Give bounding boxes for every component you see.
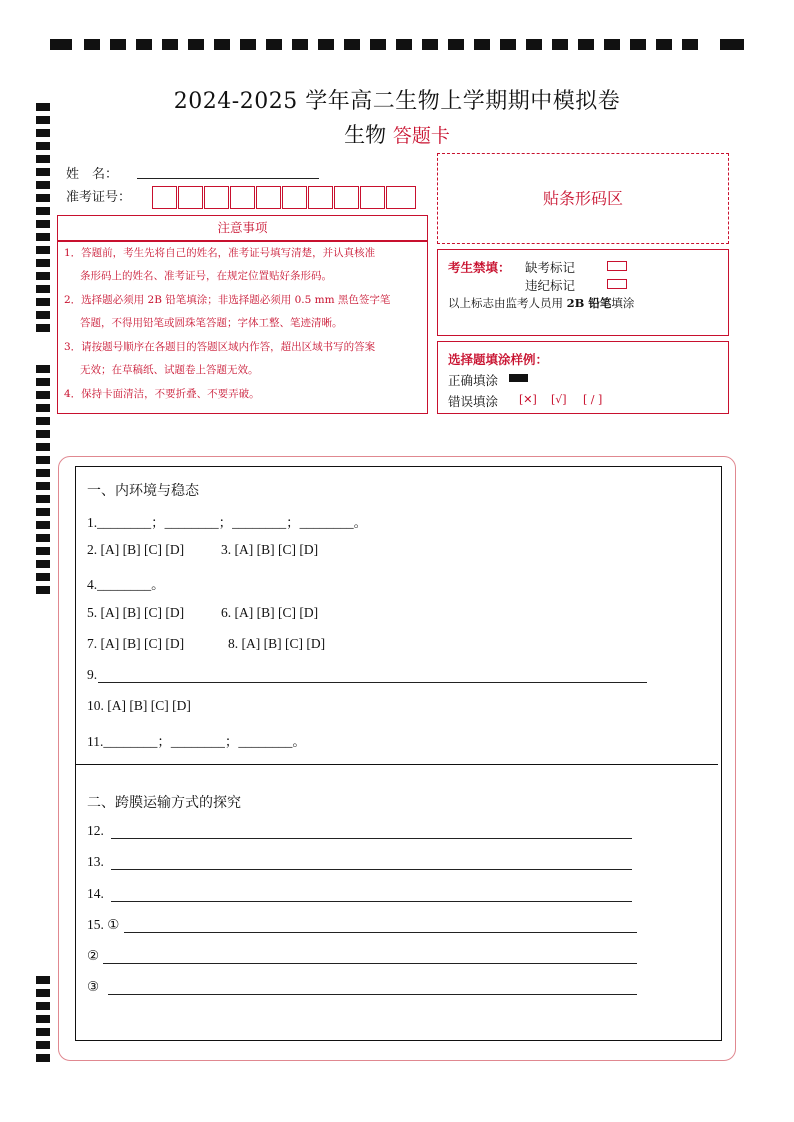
- fill-example-box: [437, 341, 729, 414]
- question-5-options[interactable]: 5. [A] [B] [C] [D]: [87, 605, 185, 620]
- id-digit-box[interactable]: [152, 186, 177, 209]
- timing-mark: [720, 39, 744, 50]
- forbidden-note-suffix: 填涂: [611, 296, 635, 310]
- card-name-label: 答题卡: [392, 125, 450, 147]
- wrong-mark-2: [√]: [551, 393, 567, 406]
- correct-fill-mark: [509, 374, 528, 382]
- id-digit-box[interactable]: [308, 186, 333, 209]
- name-field[interactable]: [137, 178, 319, 179]
- page-subtitle: [0, 119, 794, 149]
- question-15-part3-label: ③: [87, 979, 100, 994]
- timing-mark: [36, 220, 50, 228]
- question-14-answer-line[interactable]: [111, 901, 632, 902]
- question-13-answer-line[interactable]: [111, 869, 632, 870]
- id-digit-box[interactable]: [178, 186, 203, 209]
- timing-mark: [318, 39, 334, 50]
- timing-mark: [36, 560, 50, 568]
- timing-mark: [36, 324, 50, 332]
- notice-item: 2．选择题必须用 2B 铅笔填涂；非选择题必须用 0.5 mm 黑色签字笔: [64, 294, 391, 306]
- timing-mark: [36, 378, 50, 386]
- timing-mark: [36, 508, 50, 516]
- absent-mark-label: 缺考标记: [525, 260, 576, 275]
- timing-mark: [370, 39, 386, 50]
- forbidden-title: 考生禁填：: [448, 260, 511, 275]
- question-14-label: 14.: [87, 886, 104, 901]
- id-digit-box[interactable]: [230, 186, 255, 209]
- timing-mark: [526, 39, 542, 50]
- timing-mark: [240, 39, 256, 50]
- timing-mark: [36, 168, 50, 176]
- timing-mark: [36, 417, 50, 425]
- timing-mark: [656, 39, 672, 50]
- timing-mark: [36, 1028, 50, 1036]
- id-digit-box[interactable]: [386, 186, 416, 209]
- question-3-options[interactable]: 3. [A] [B] [C] [D]: [221, 542, 319, 557]
- timing-mark: [50, 39, 72, 50]
- section-divider: [75, 764, 718, 765]
- notice-item: 4．保持卡面清洁，不要折叠、不要弄破。: [64, 388, 260, 400]
- timing-mark: [36, 404, 50, 412]
- timing-mark: [36, 547, 50, 555]
- timing-mark: [344, 39, 360, 50]
- notice-header: [57, 215, 428, 241]
- barcode-label: 贴条形码区: [542, 189, 623, 208]
- question-9-answer-line[interactable]: [98, 682, 647, 683]
- question-8-options[interactable]: 8. [A] [B] [C] [D]: [228, 636, 326, 651]
- timing-mark: [604, 39, 620, 50]
- correct-fill-label: 正确填涂: [448, 373, 499, 388]
- violation-mark-box[interactable]: [607, 279, 627, 289]
- timing-mark: [36, 456, 50, 464]
- timing-mark: [36, 1054, 50, 1062]
- timing-mark: [422, 39, 438, 50]
- question-11[interactable]: 11.________；________；________。: [87, 734, 306, 749]
- timing-mark: [136, 39, 152, 50]
- question-6-options[interactable]: 6. [A] [B] [C] [D]: [221, 605, 319, 620]
- timing-mark: [36, 976, 50, 984]
- absent-mark-box[interactable]: [607, 261, 627, 271]
- wrong-fill-label: 错误填涂: [448, 394, 499, 409]
- timing-mark: [266, 39, 282, 50]
- timing-mark: [162, 39, 178, 50]
- id-digit-box[interactable]: [204, 186, 229, 209]
- question-15-answer-line-3[interactable]: [108, 994, 637, 995]
- forbidden-box: [437, 249, 729, 336]
- timing-mark: [630, 39, 646, 50]
- forbidden-note-prefix: 以上标志由监考人员用: [448, 296, 567, 310]
- timing-mark: [36, 298, 50, 306]
- barcode-area: [437, 153, 729, 244]
- question-2-options[interactable]: 2. [A] [B] [C] [D]: [87, 542, 185, 557]
- section1-title: 一、内环境与稳态: [87, 483, 199, 499]
- question-15-part2-label: ②: [87, 948, 100, 963]
- timing-mark: [214, 39, 230, 50]
- timing-mark: [36, 365, 50, 373]
- timing-mark: [578, 39, 594, 50]
- question-10-options[interactable]: 10. [A] [B] [C] [D]: [87, 698, 191, 713]
- example-title: 选择题填涂样例：: [448, 352, 549, 367]
- forbidden-note: [448, 295, 634, 311]
- timing-mark: [36, 259, 50, 267]
- id-digit-box[interactable]: [256, 186, 281, 209]
- question-15-answer-line-1[interactable]: [124, 932, 637, 933]
- timing-mark: [36, 521, 50, 529]
- section2-title: 二、跨膜运输方式的探究: [87, 795, 241, 811]
- notice-item: 答题，不得用铅笔或圆珠笔答题；字体工整、笔迹清晰。: [80, 317, 343, 329]
- question-15-answer-line-2[interactable]: [103, 963, 637, 964]
- timing-mark: [36, 194, 50, 202]
- question-12-answer-line[interactable]: [111, 838, 632, 839]
- timing-mark: [36, 311, 50, 319]
- timing-mark: [36, 272, 50, 280]
- notice-item: 无效；在草稿纸、试题卷上答题无效。: [80, 364, 259, 376]
- id-digit-box[interactable]: [334, 186, 359, 209]
- question-1[interactable]: 1.________；________；________；________。: [87, 515, 368, 530]
- timing-mark: [36, 430, 50, 438]
- timing-mark: [36, 1041, 50, 1049]
- timing-mark: [396, 39, 412, 50]
- forbidden-note-bold: 2B 铅笔: [566, 296, 612, 310]
- timing-mark: [292, 39, 308, 50]
- question-12-label: 12.: [87, 823, 104, 838]
- timing-mark: [474, 39, 490, 50]
- violation-mark-label: 违纪标记: [525, 278, 576, 293]
- timing-mark: [36, 495, 50, 503]
- question-7-options[interactable]: 7. [A] [B] [C] [D]: [87, 636, 185, 651]
- wrong-mark-3: [ / ]: [583, 393, 603, 406]
- notice-title: 注意事项: [217, 220, 268, 235]
- timing-mark: [36, 443, 50, 451]
- wrong-mark-1: [✕]: [519, 393, 537, 406]
- timing-mark: [110, 39, 126, 50]
- timing-mark: [36, 534, 50, 542]
- question-13-label: 13.: [87, 854, 104, 869]
- timing-mark: [36, 1002, 50, 1010]
- timing-mark: [36, 989, 50, 997]
- timing-mark: [36, 586, 50, 594]
- timing-mark: [36, 155, 50, 163]
- timing-mark: [36, 246, 50, 254]
- notice-item: 条形码上的姓名、准考证号，在规定位置贴好条形码。: [80, 270, 332, 282]
- timing-mark: [36, 285, 50, 293]
- timing-mark: [36, 1015, 50, 1023]
- id-digit-box[interactable]: [360, 186, 385, 209]
- name-label: 姓 名：: [66, 167, 119, 182]
- timing-mark: [36, 391, 50, 399]
- timing-mark: [36, 233, 50, 241]
- timing-mark: [500, 39, 516, 50]
- id-digit-box[interactable]: [282, 186, 307, 209]
- id-label: 准考证号：: [66, 190, 132, 205]
- notice-item: 3．请按题号顺序在各题目的答题区域内作答，超出区域书写的答案: [64, 341, 376, 353]
- timing-mark: [84, 39, 100, 50]
- timing-mark: [36, 469, 50, 477]
- timing-mark: [682, 39, 698, 50]
- notice-item: 1．答题前，考生先将自己的姓名，准考证号填写清楚，并认真核准: [64, 247, 376, 259]
- timing-mark: [552, 39, 568, 50]
- subject-label: 生物: [344, 123, 387, 147]
- timing-mark: [36, 573, 50, 581]
- timing-mark: [36, 207, 50, 215]
- timing-mark: [448, 39, 464, 50]
- timing-mark: [188, 39, 204, 50]
- question-15-label: 15. ①: [87, 917, 120, 932]
- timing-mark: [36, 181, 50, 189]
- page-title: 2024-2025 学年高二生物上学期期中模拟卷: [173, 89, 621, 114]
- timing-mark: [36, 482, 50, 490]
- question-9-label: 9.: [87, 667, 98, 682]
- question-4[interactable]: 4.________。: [87, 577, 165, 592]
